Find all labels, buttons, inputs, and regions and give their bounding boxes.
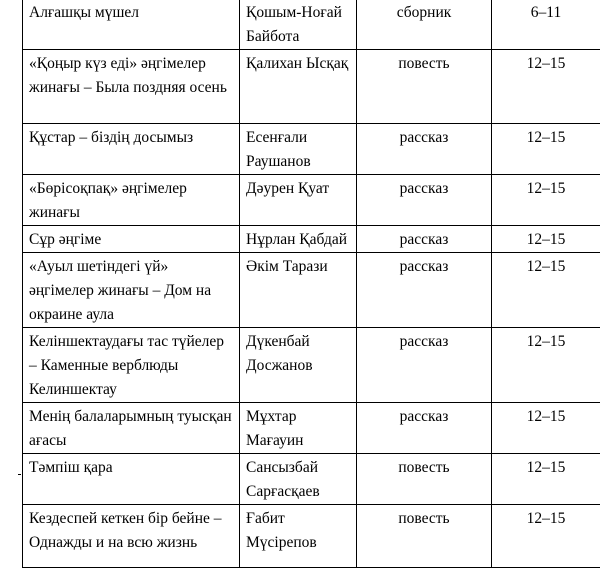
book-title-cell: «Ауыл шетіндегі үй» әңгімелер жинағы – Дом на окраине аула (23, 253, 240, 328)
book-age-cell: 12–15 (492, 454, 600, 505)
book-author-cell: Есенғали Раушанов (240, 124, 357, 175)
margin-tick-mark (18, 474, 21, 475)
book-author-cell: Дәурен Қуат (240, 175, 357, 226)
book-genre-cell: рассказ (357, 403, 492, 454)
book-author-cell: Қалихан Ысқақ (240, 50, 357, 124)
table-row (23, 403, 600, 454)
book-title-cell: Келіншектаудағы тас түйелер – Каменные верблюды Келиншектау (23, 328, 240, 403)
book-title-cell: Алғашқы мүшел (23, 0, 240, 50)
book-title-cell: Тәмпіш қара (23, 454, 240, 505)
book-genre-cell: рассказ (357, 175, 492, 226)
table-row (23, 226, 600, 253)
table-row (23, 328, 600, 403)
book-author-cell: Әкім Тарази (240, 253, 357, 328)
book-age-cell: 12–15 (492, 328, 600, 403)
table-row (23, 253, 600, 328)
book-genre-cell: сборник (357, 0, 492, 50)
table-row (23, 454, 600, 505)
table-row (23, 0, 600, 50)
book-age-cell: 12–15 (492, 124, 600, 175)
book-author-cell: Қошым-Ноғай Байбота (240, 0, 357, 50)
book-title-cell: «Қоңыр күз еді» әңгімелер жинағы – Была поздняя осень (23, 50, 240, 124)
book-genre-cell: повесть (357, 50, 492, 124)
book-title-cell: Менің балаларымның туысқан ағасы (23, 403, 240, 454)
book-genre-cell: рассказ (357, 328, 492, 403)
book-author-cell: Нұрлан Қабдай (240, 226, 357, 253)
table-row (23, 124, 600, 175)
book-genre-cell: повесть (357, 454, 492, 505)
book-age-cell: 12–15 (492, 253, 600, 328)
table-row (23, 50, 600, 124)
book-genre-cell: рассказ (357, 124, 492, 175)
book-author-cell: Сансызбай Сарғасқаев (240, 454, 357, 505)
book-age-cell: 12–15 (492, 226, 600, 253)
book-genre-cell: повесть (357, 505, 492, 568)
book-author-cell: Дүкенбай Досжанов (240, 328, 357, 403)
book-title-cell: Кездеспей кеткен бір бейне – Однажды и на всю жизнь (23, 505, 240, 568)
book-title-cell: Құстар – біздің досымыз (23, 124, 240, 175)
book-genre-cell: рассказ (357, 226, 492, 253)
book-age-cell: 12–15 (492, 505, 600, 568)
table-row (23, 175, 600, 226)
book-age-cell: 6–11 (492, 0, 600, 50)
book-author-cell: Ғабит Мүсірепов (240, 505, 357, 568)
book-age-cell: 12–15 (492, 403, 600, 454)
book-title-cell: «Бөрісоқпақ» әңгімелер жинағы (23, 175, 240, 226)
book-age-cell: 12–15 (492, 50, 600, 124)
book-author-cell: Мұхтар Мағауин (240, 403, 357, 454)
book-table (22, 0, 600, 568)
book-age-cell: 12–15 (492, 175, 600, 226)
book-genre-cell: рассказ (357, 253, 492, 328)
book-title-cell: Сұр әңгіме (23, 226, 240, 253)
